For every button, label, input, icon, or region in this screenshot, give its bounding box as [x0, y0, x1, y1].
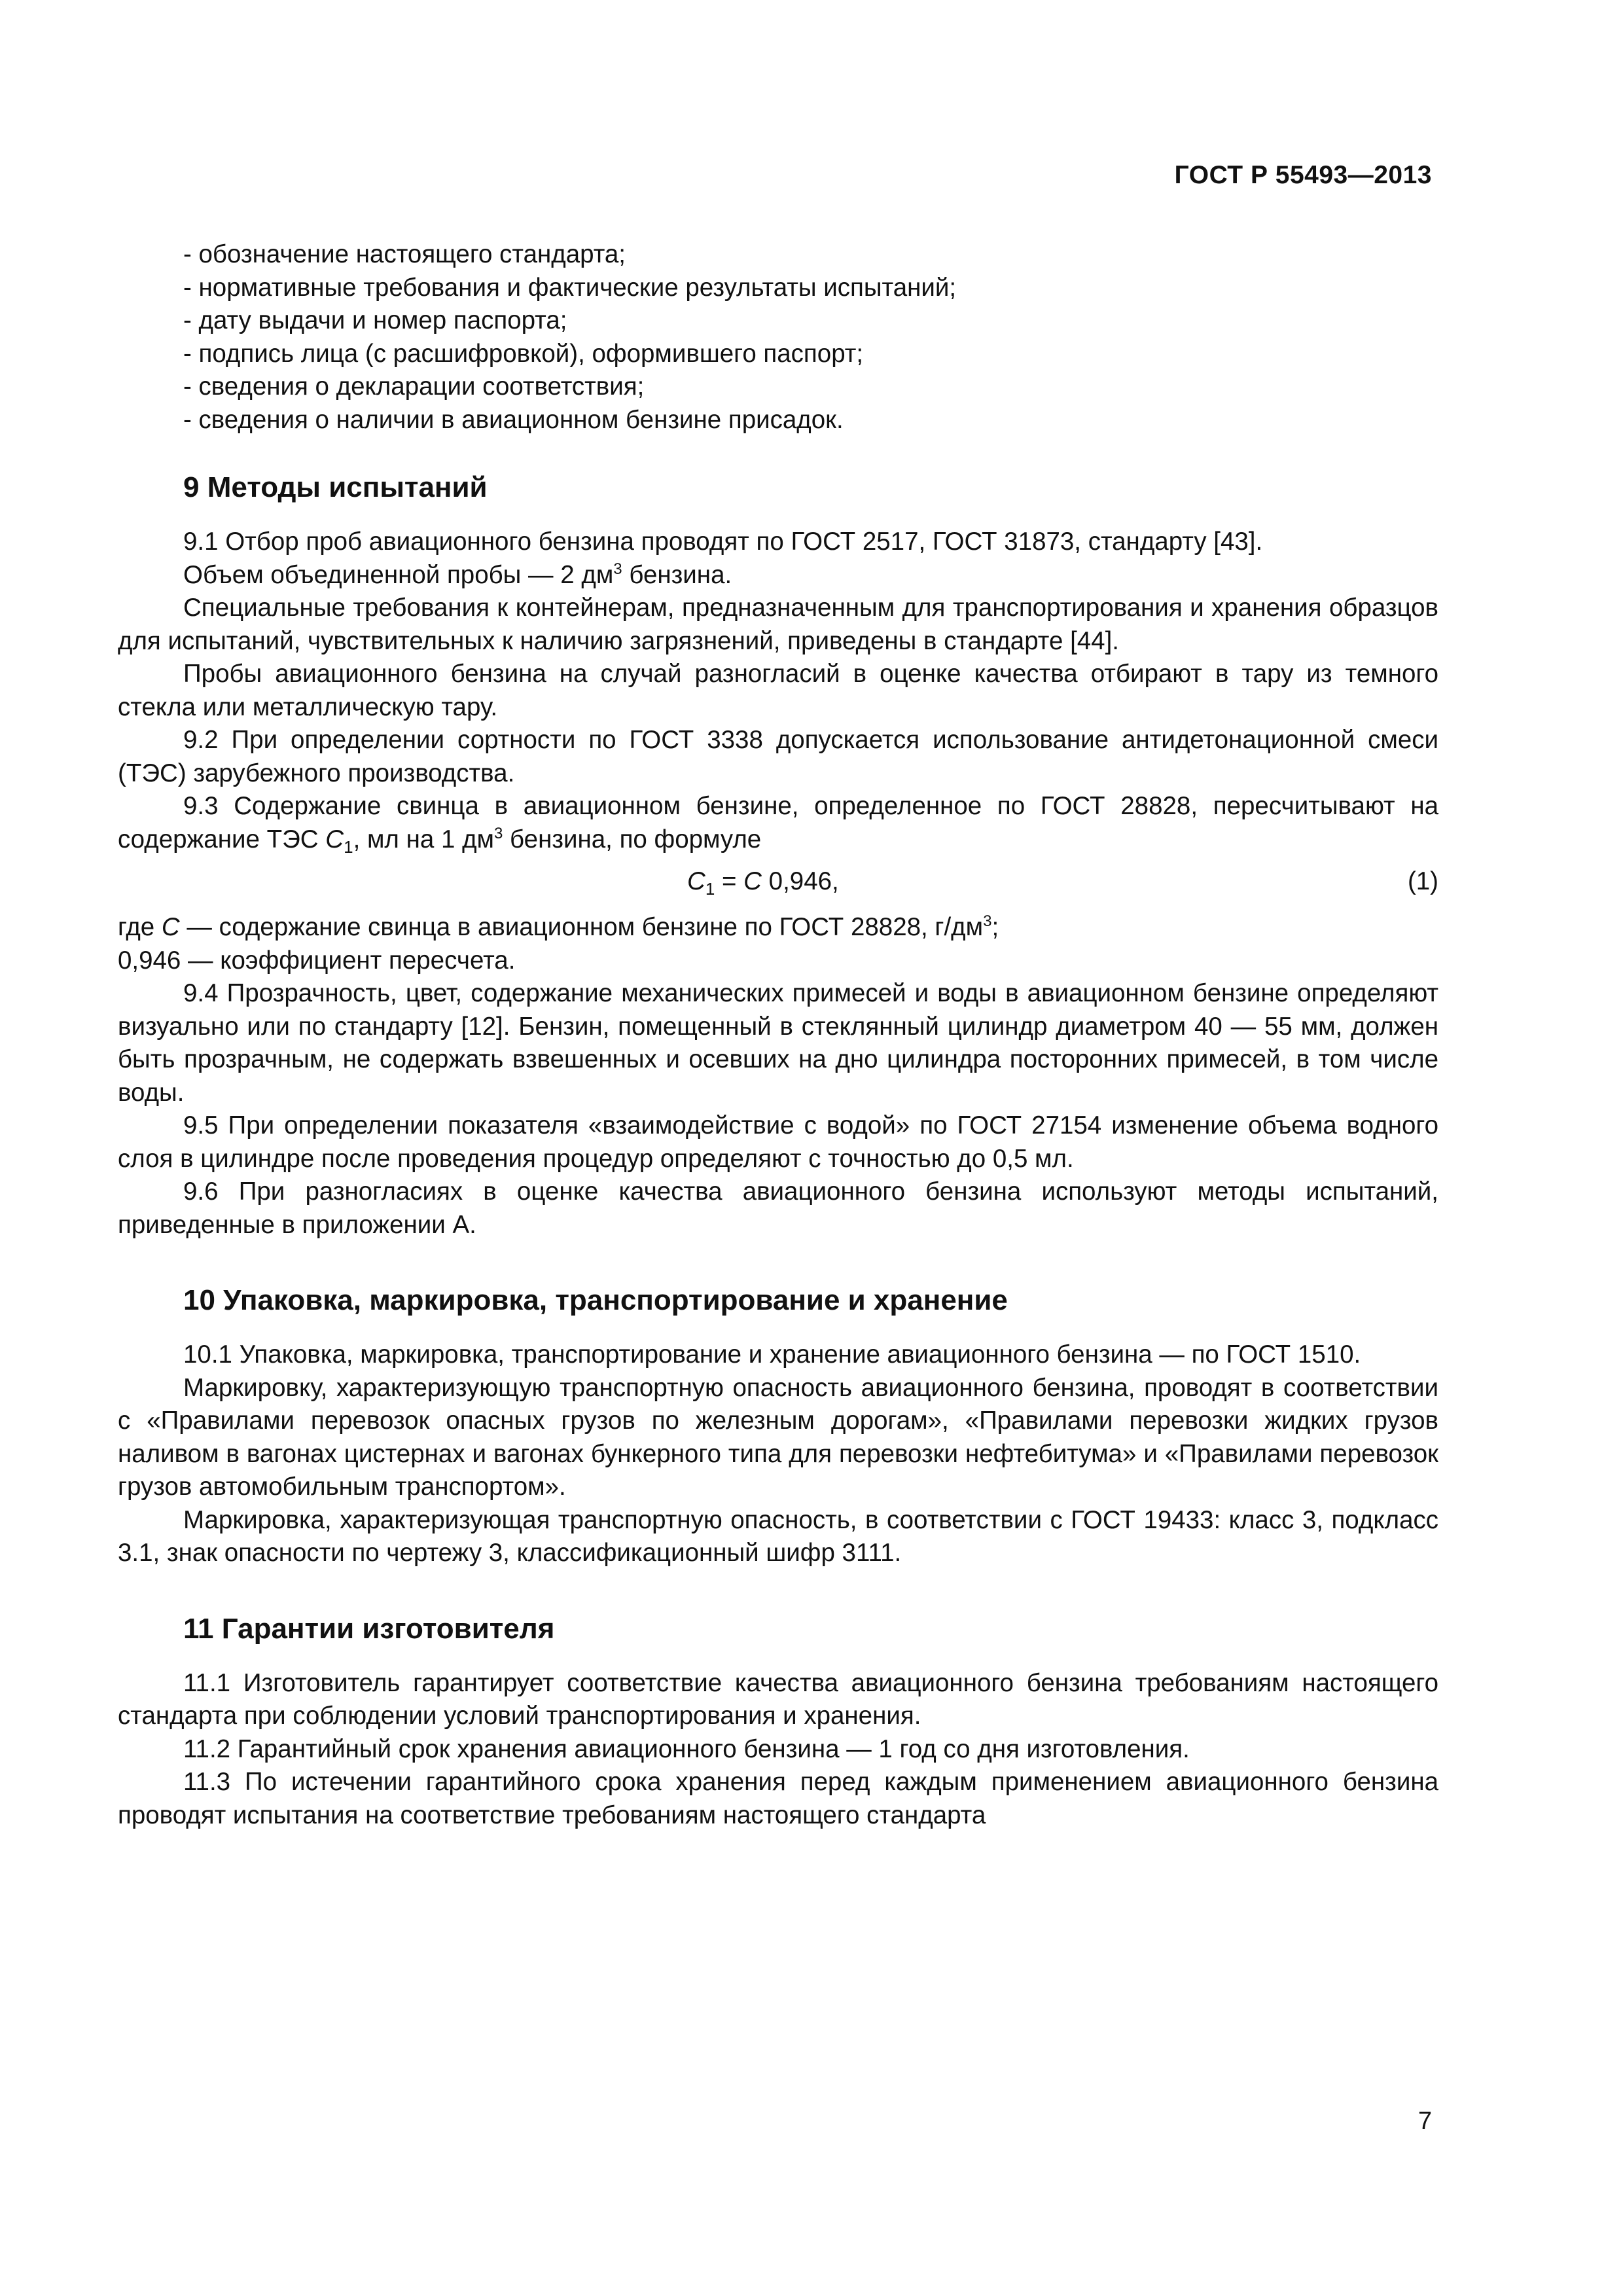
- formula-explanation-c: где C — содержание свинца в авиационном бензине по ГОСТ 28828, $г/дм^3$;: [118, 912, 999, 941]
- paragraph-marking-class: Маркировка, характеризующая транспортную опасность, в соответствии с ГОСТ 19433: класс 3, подкласс 3.1, знак опасности по чертежу 3, классификационный шифр 3111.: [118, 1505, 1438, 1567]
- list-item: - сведения о декларации соответствия;: [183, 372, 645, 401]
- list-item: - сведения о наличии в авиационном бензине присадок.: [183, 405, 844, 434]
- document-id-header: ГОСТ Р 55493—2013: [1174, 161, 1432, 189]
- page-number: 7: [1418, 2108, 1432, 2135]
- formula-1: [118, 864, 1438, 902]
- paragraph-11-1: 11.1 Изготовитель гарантирует соответствие качества авиационного бензина требованиям настоящего стандарта при соблюдении условий транспортирования и хранения.: [118, 1668, 1438, 1730]
- section-11-heading: 11 Гарантии изготовителя: [183, 1612, 555, 1645]
- paragraph-11-2: 11.2 Гарантийный срок хранения авиационного бензина — 1 год со дня изготовления.: [183, 1734, 1190, 1763]
- paragraph-9-1: 9.1 Отбор проб авиационного бензина проводят по ГОСТ 2517, ГОСТ 31873, стандарту [43].: [183, 528, 1263, 556]
- formula-number: (1): [1407, 867, 1438, 895]
- paragraph-marking-rules: Маркировку, характеризующую транспортную опасность авиационного бензина, проводят в соответствии с «Правилами перевозок опасных грузов по железным дорогам», «Правилами перевозки жидких грузов наливом в вагонах цистернах и вагонах бункерного типа для перевозки нефтебитума» и «Правилами перевозок грузов автомобильным транспортом».: [118, 1373, 1438, 1501]
- paragraph-9-4: 9.4 Прозрачность, цвет, содержание механических примесей и воды в авиационном бензине определяют визуально или по стандарту [12]. Бензин, помещенный в стеклянный цилиндр диаметром 40 — 55 мм, должен быть прозрачным, не содержать взвешенных и осевших на дно цилиндра посторонних примесей, в том числе воды.: [118, 979, 1438, 1107]
- section-10-heading: 10 Упаковка, маркировка, транспортирование и хранение: [183, 1284, 1008, 1316]
- list-item: - подпись лица (с расшифровкой), оформившего паспорт;: [183, 339, 864, 368]
- list-item: - обозначение настоящего стандарта;: [183, 240, 626, 268]
- paragraph-container-requirements: Специальные требования к контейнерам, предназначенным для транспортирования и хранения образцов для испытаний, чувствительных к наличию загрязнений, приведены в стандарте [44].: [118, 594, 1438, 655]
- list-item: - нормативные требования и фактические результаты испытаний;: [183, 273, 957, 302]
- list-item: - дату выдачи и номер паспорта;: [183, 306, 567, 334]
- paragraph-9-6: 9.6 При разногласиях в оценке качества авиационного бензина используют методы испытаний, приведенные в приложении А.: [118, 1177, 1438, 1239]
- paragraph-9-2: 9.2 При определении сортности по ГОСТ 3338 допускается использование антидетонационной смеси (ТЭС) зарубежного производства.: [118, 726, 1438, 787]
- formula-explanation-coefficient: 0,946 — коэффициент пересчета.: [118, 946, 516, 975]
- paragraph-10-1: 10.1 Упаковка, маркировка, транспортирование и хранение авиационного бензина — по ГОСТ 1510.: [183, 1340, 1361, 1369]
- paragraph-9-5: 9.5 При определении показателя «взаимодействие с водой» по ГОСТ 27154 изменение объема водного слоя в цилиндре после проведения процедур определяют с точностью до 0,5 мл.: [118, 1111, 1438, 1173]
- paragraph-dispute-samples: Пробы авиационного бензина на случай разногласий в оценке качества отбирают в тару из темного стекла или металлическую тару.: [118, 660, 1438, 721]
- section-9-heading: 9 Методы испытаний: [183, 471, 488, 503]
- formula-expression: $C_1 = C$ 0,946,: [687, 867, 839, 899]
- paragraph-11-3: 11.3 По истечении гарантийного срока хранения перед каждым применением авиационного бензина проводят испытания на соответствие требованиям настоящего стандарта: [118, 1768, 1438, 1829]
- paragraph-sample-volume: Объем объединенной пробы — 2 $дм^3$ бензина.: [183, 560, 732, 589]
- page-content: [118, 238, 1438, 1832]
- passport-contents-list: [118, 238, 1438, 437]
- paragraph-9-3: 9.3 Содержание свинца в авиационном бензине, определенное по ГОСТ 28828, пересчитывают на содержание ТЭС $C_1$, мл на 1 $дм^3$ бензина, по формуле: [118, 792, 1438, 857]
